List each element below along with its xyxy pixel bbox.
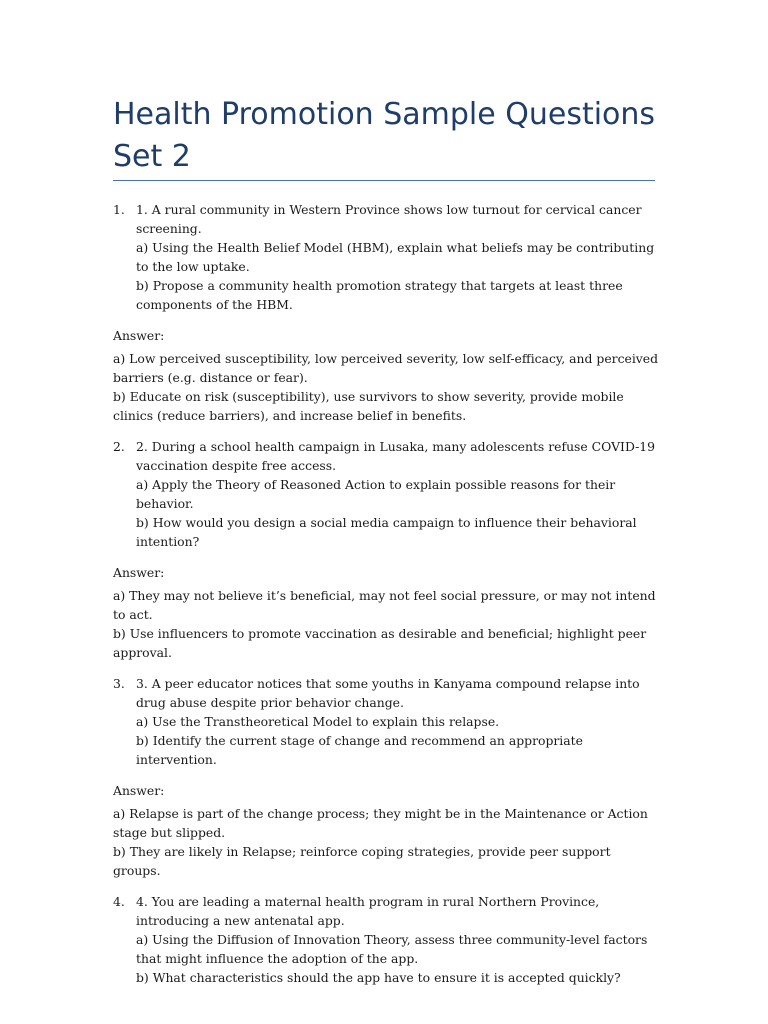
question-part-b: b) Propose a community health promotion strategy that targets at least three components of the HBM.: [136, 278, 623, 312]
question-number: 2.: [113, 439, 125, 454]
question-part-b: b) Identify the current stage of change and recommend an appropriate intervention.: [136, 733, 583, 767]
answer-label: Answer:: [113, 783, 165, 798]
title-line-2: Set 2: [113, 139, 191, 174]
answer-part-b: b) Educate on risk (susceptibility), use survivors to show severity, provide mobile clinics (reduce barriers), and increase belief in benefits.: [113, 389, 624, 423]
title-divider: [113, 180, 655, 181]
question-number: 1.: [113, 202, 125, 217]
answer-part-a: a) Relapse is part of the change process; they might be in the Maintenance or Action stage but slipped.: [113, 806, 648, 840]
question-part-b: b) What characteristics should the app have to ensure it is accepted quickly?: [136, 970, 621, 985]
question-text: [136, 674, 661, 769]
question-part-a: a) Apply the Theory of Reasoned Action to explain possible reasons for their behavior.: [136, 477, 616, 511]
question-text: [136, 892, 661, 987]
question-item: [113, 200, 661, 314]
question-part-a: a) Using the Health Belief Model (HBM), explain what beliefs may be contributing to the low uptake.: [136, 240, 655, 274]
answer-label: Answer:: [113, 565, 165, 580]
question-number: 4.: [113, 894, 125, 909]
title-line-1: Health Promotion Sample Questions: [113, 97, 656, 132]
answer-block: [113, 326, 661, 425]
answer-block: [113, 781, 661, 880]
question-part-a: a) Use the Transtheoretical Model to explain this relapse.: [136, 714, 500, 729]
question-text: [136, 437, 661, 551]
answer-part-b: b) They are likely in Relapse; reinforce coping strategies, provide peer support groups.: [113, 844, 611, 878]
question-part-b: b) How would you design a social media campaign to influence their behavioral intention?: [136, 515, 637, 549]
question-stem: 4. You are leading a maternal health program in rural Northern Province, introducing a new antenatal app.: [136, 894, 600, 928]
question-item: [113, 437, 661, 551]
answer-label: Answer:: [113, 328, 165, 343]
answer-part-b: b) Use influencers to promote vaccination as desirable and beneficial; highlight peer approval.: [113, 626, 647, 660]
document-body: [113, 200, 661, 999]
answer-part-a: a) They may not believe it’s beneficial, may not feel social pressure, or may not intend to act.: [113, 588, 656, 622]
answer-block: [113, 563, 661, 662]
page-title: [113, 94, 673, 178]
question-item: [113, 674, 661, 769]
question-stem: 1. A rural community in Western Province shows low turnout for cervical cancer screening.: [136, 202, 642, 236]
question-text: [136, 200, 661, 314]
question-number: 3.: [113, 676, 125, 691]
question-stem: 3. A peer educator notices that some youths in Kanyama compound relapse into drug abuse despite prior behavior change.: [136, 676, 640, 710]
question-item: [113, 892, 661, 987]
question-part-a: a) Using the Diffusion of Innovation Theory, assess three community-level factors that might influence the adoption of the app.: [136, 932, 648, 966]
answer-part-a: a) Low perceived susceptibility, low perceived severity, low self-efficacy, and perceived barriers (e.g. distance or fear).: [113, 351, 659, 385]
question-stem: 2. During a school health campaign in Lusaka, many adolescents refuse COVID-19 vaccination despite free access.: [136, 439, 656, 473]
